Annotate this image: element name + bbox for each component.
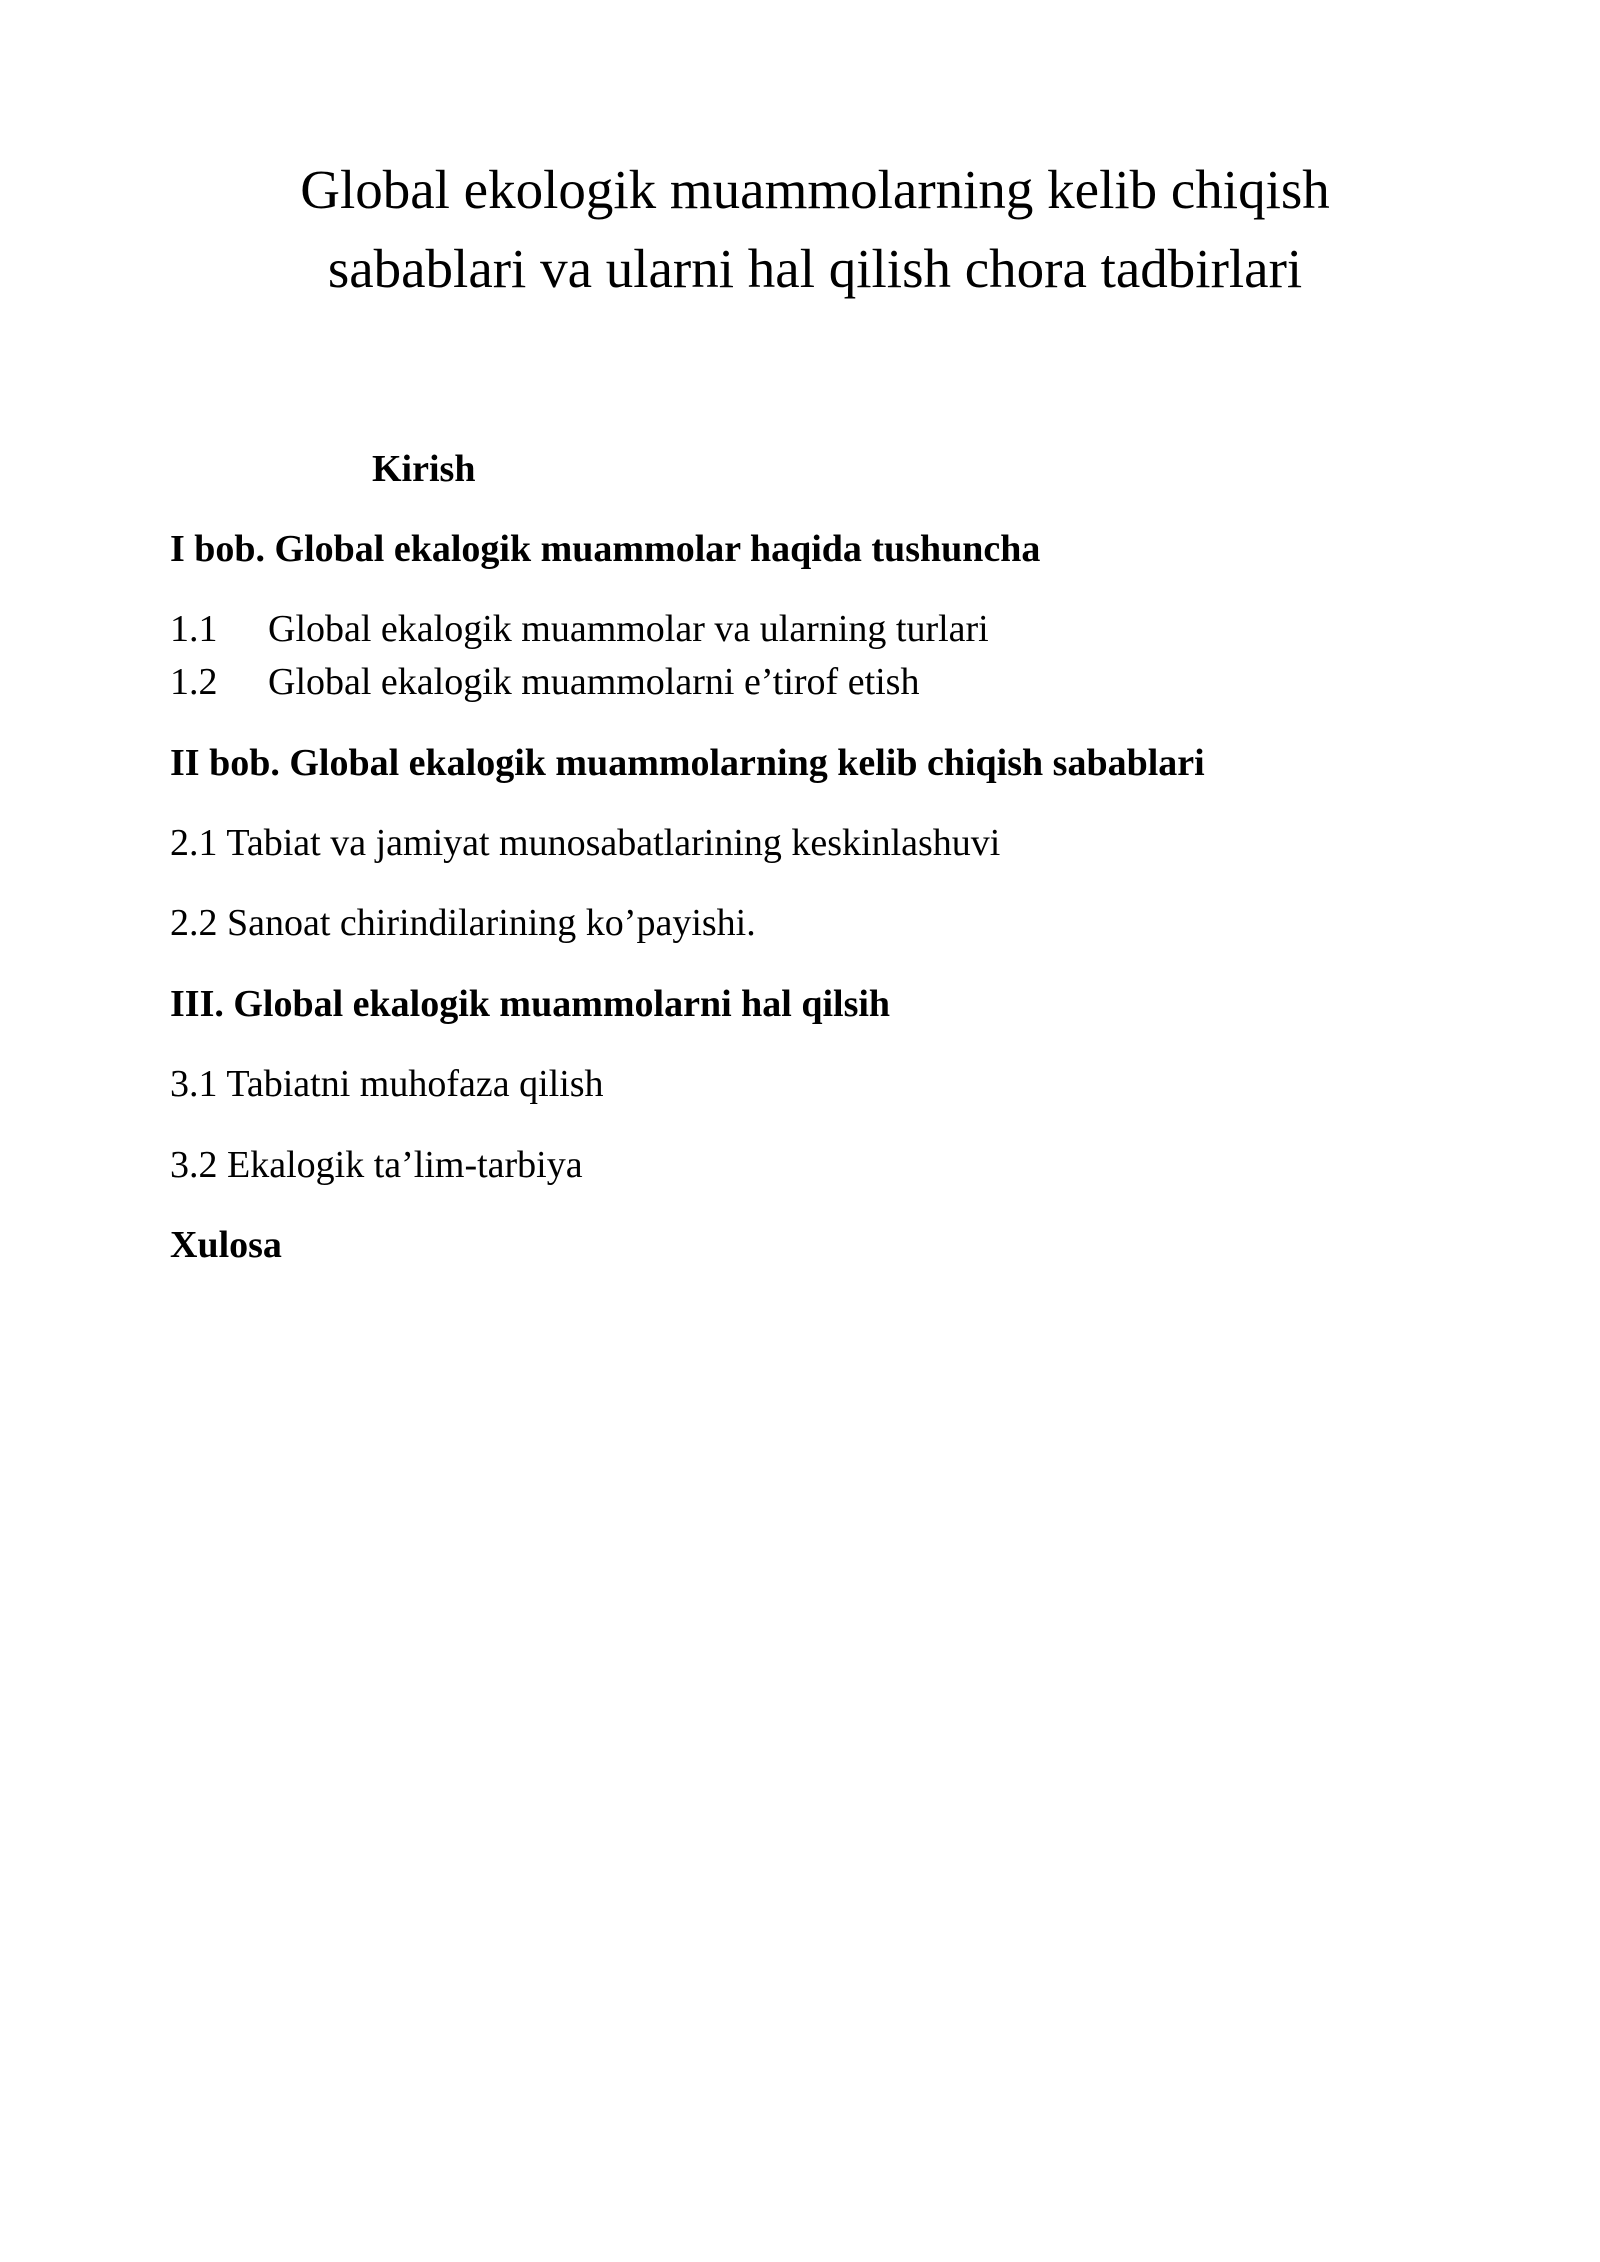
document-title bbox=[170, 150, 1460, 308]
title-line-1: Global ekologik muammolarning kelib chiqish bbox=[300, 159, 1330, 220]
toc-item-text: Global ekalogik muammolar va ularning turlari bbox=[268, 608, 989, 650]
toc-chapter-1-heading: I bob. Global ekalogik muammolar haqida tushuncha bbox=[170, 528, 1041, 570]
toc-item-2-1: 2.1 Tabiat va jamiyat munosabatlarining keskinlashuvi bbox=[170, 822, 1001, 864]
title-line-2: sabablari va ularni hal qilish chora tadbirlari bbox=[327, 238, 1303, 299]
toc-chapter-3-heading: III. Global ekalogik muammolarni hal qilsih bbox=[170, 983, 891, 1025]
toc-item-1-1 bbox=[170, 606, 989, 652]
toc-item-text: Global ekalogik muammolarni e’tirof etish bbox=[268, 661, 920, 703]
toc-item-3-2: 3.2 Ekalogik ta’lim-tarbiya bbox=[170, 1144, 583, 1186]
toc-item-2-2: 2.2 Sanoat chirindilarining ko’payishi. bbox=[170, 902, 756, 944]
toc-chapter-2-heading: II bob. Global ekalogik muammolarning kelib chiqish sabablari bbox=[170, 742, 1205, 784]
toc-intro: Kirish bbox=[372, 448, 476, 490]
toc-item-number: 1.1 bbox=[170, 608, 218, 650]
toc-conclusion: Xulosa bbox=[170, 1224, 282, 1266]
toc-item-number: 1.2 bbox=[170, 661, 218, 703]
toc-item-1-2 bbox=[170, 659, 919, 705]
toc-item-3-1: 3.1 Tabiatni muhofaza qilish bbox=[170, 1063, 604, 1105]
